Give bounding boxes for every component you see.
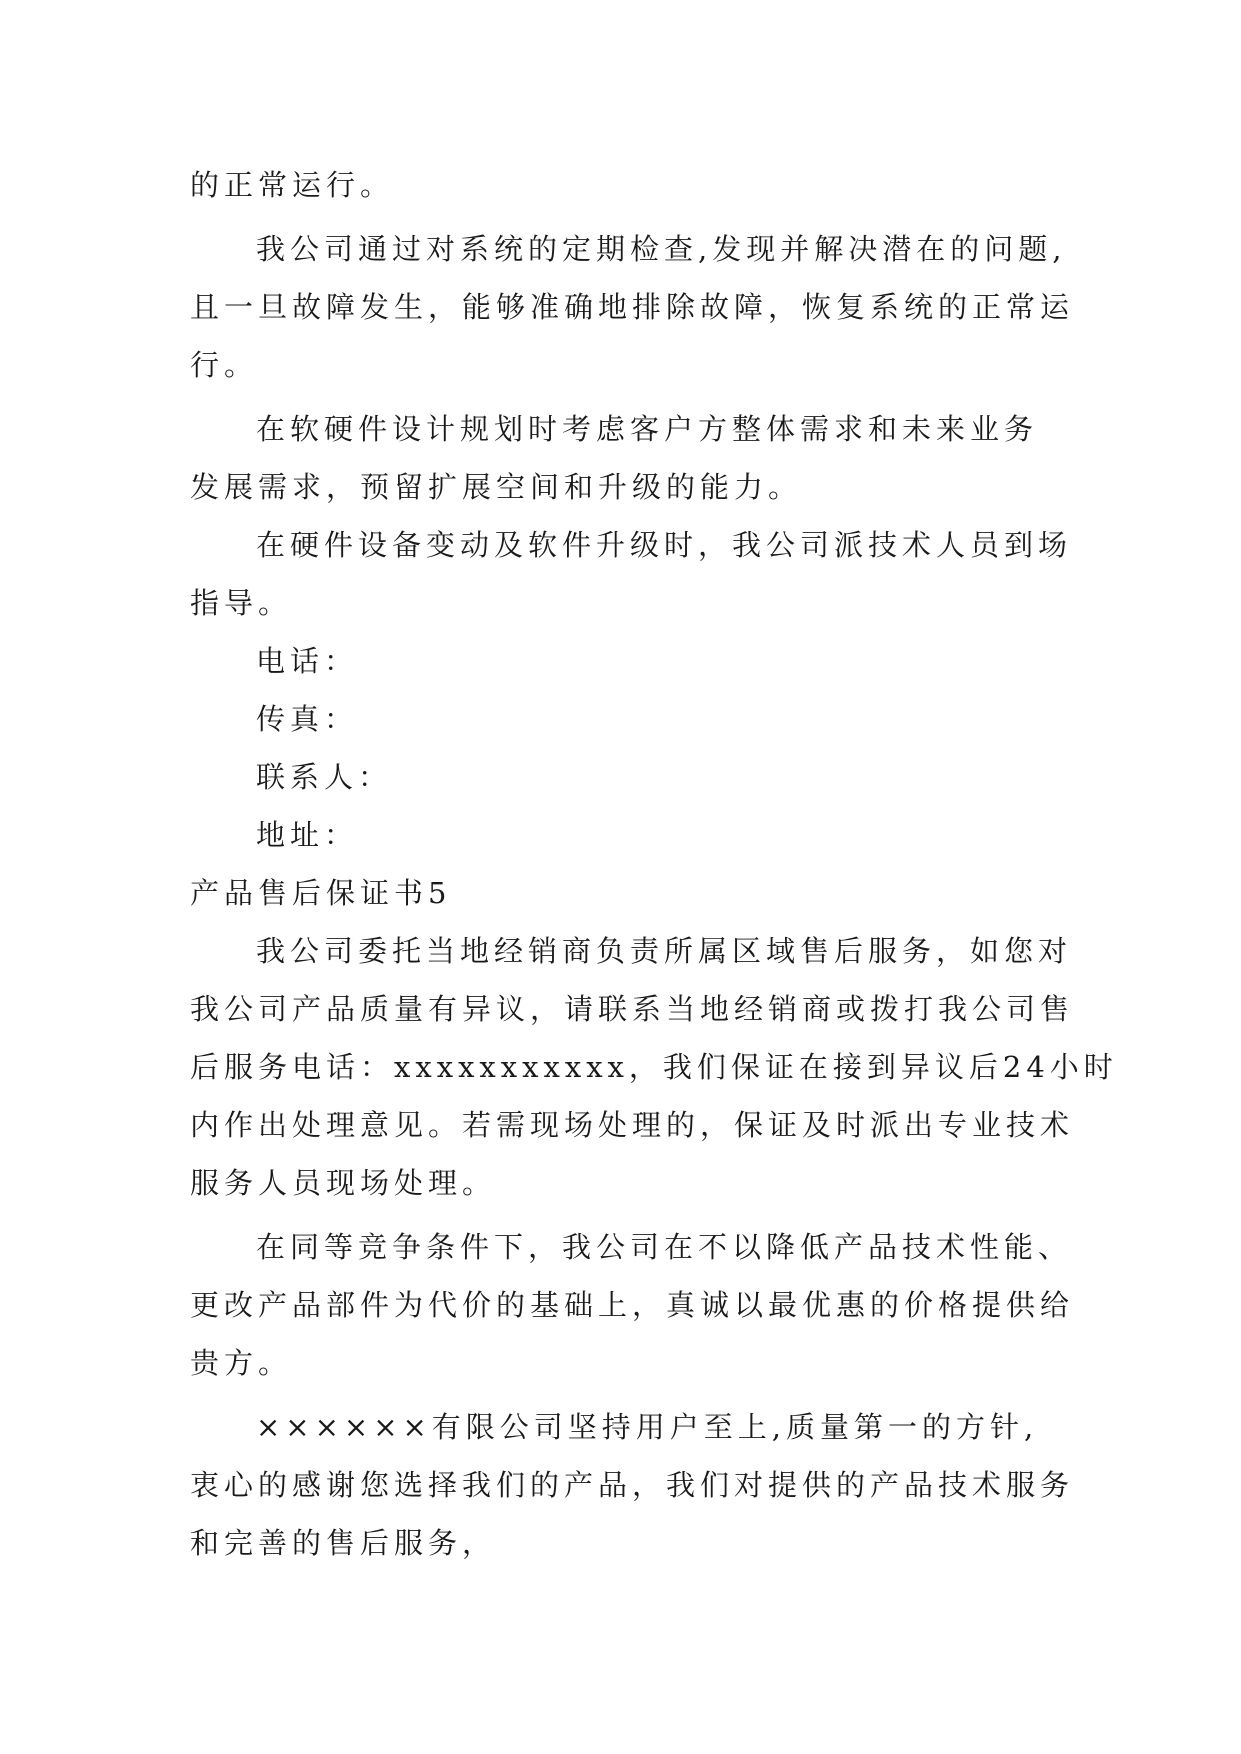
text-line: 和完善的售后服务， (190, 1526, 497, 1560)
fax-label: 传真： (256, 702, 359, 736)
paragraph-start: 在同等竞争条件下，我公司在不以降低产品技术性能、 (256, 1230, 1073, 1264)
text-line: 贵方。 (190, 1346, 293, 1380)
text-line: 指导。 (190, 586, 293, 620)
text-line: 后服务电话：xxxxxxxxxxx，我们保证在接到异议后24小时 (190, 1050, 1118, 1084)
paragraph-start: 在软硬件设计规划时考虑客户方整体需求和未来业务 (256, 412, 1039, 446)
paragraph-start: 我公司通过对系统的定期检查,发现并解决潜在的问题, (256, 232, 1067, 266)
paragraph-start: 我公司委托当地经销商负责所属区域售后服务，如您对 (256, 934, 1073, 968)
text-line: 衷心的感谢您选择我们的产品，我们对提供的产品技术服务 (190, 1468, 1075, 1502)
address-label: 地址： (256, 818, 359, 852)
text-line: 我公司产品质量有异议，请联系当地经销商或拨打我公司售 (190, 992, 1075, 1026)
contact-label: 联系人： (256, 760, 393, 794)
text-line: 发展需求，预留扩展空间和升级的能力。 (190, 470, 803, 504)
section-heading: 产品售后保证书5 (190, 876, 452, 910)
text-line: 内作出处理意见。若需现场处理的，保证及时派出专业技术 (190, 1108, 1075, 1142)
phone-label: 电话： (256, 644, 359, 678)
text-line: 的正常运行。 (190, 168, 395, 202)
text-line: 且一旦故障发生，能够准确地排除故障，恢复系统的正常运 (190, 290, 1075, 324)
text-line: 行。 (190, 348, 259, 382)
text-line: 更改产品部件为代价的基础上，真诚以最优惠的价格提供给 (190, 1288, 1075, 1322)
paragraph-start: ××××××有限公司坚持用户至上,质量第一的方针, (256, 1410, 1039, 1444)
text-line: 服务人员现场处理。 (190, 1166, 497, 1200)
document-body (190, 156, 1118, 1572)
paragraph-start: 在硬件设备变动及软件升级时，我公司派技术人员到场 (256, 528, 1073, 562)
